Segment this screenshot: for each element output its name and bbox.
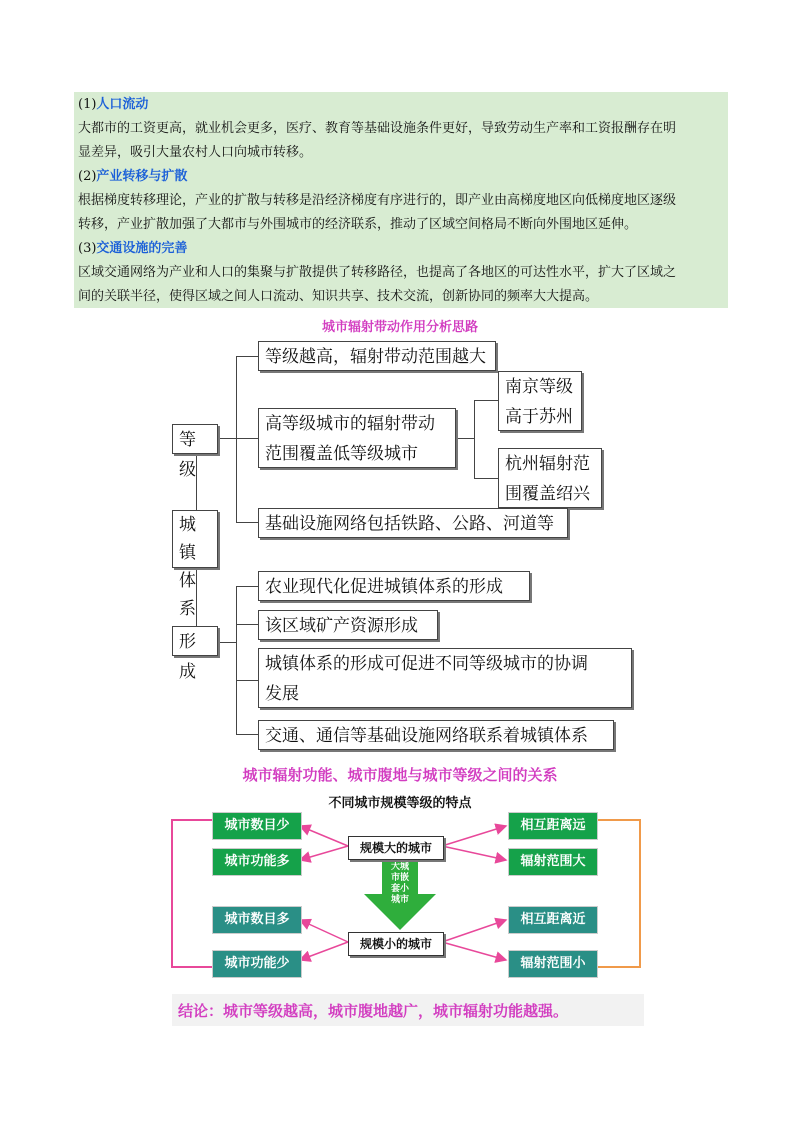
arrow-small-left-bottom — [300, 942, 348, 960]
formation-point-1: 农业现代化促进城镇体系的形成 — [258, 571, 530, 601]
example-nanjing-line1: 南京等级 — [505, 377, 573, 397]
arrow-big-left-top — [300, 826, 348, 846]
item1-title: 人口流动 — [96, 97, 149, 112]
near-distance-label: 相互距离近 — [508, 906, 598, 934]
item3-line1: 区域交通网络为产业和人口的集聚与扩散提供了转移路径，也提高了各地区的可达性水平，扩大了区域之 — [78, 265, 677, 280]
grade-box: 等级 — [172, 424, 218, 454]
item2-number: (2) — [78, 169, 97, 184]
arrow-text-3: 套小 — [390, 884, 409, 894]
diagram2-subtitle: 不同城市规模等级的特点 — [328, 796, 472, 811]
diagram2-title: 城市辐射功能、城市腹地与城市等级之间的关系 — [242, 766, 558, 784]
item2-line2: 转移，产业扩散加强了大都市与外围城市的经济联系，推动了区域空间格局不断向外围地区延伸。 — [78, 217, 638, 232]
item1-number: (1) — [78, 97, 97, 112]
arrow-small-right-top — [442, 920, 506, 942]
example-hangzhou-line2: 围覆盖绍兴 — [505, 484, 590, 504]
item3-title: 交通设施的完善 — [96, 241, 188, 256]
diagram1-title: 城市辐射带动作用分析思路 — [321, 320, 478, 335]
formation-point-3-line1: 城镇体系的形成可促进不同等级城市的协调 — [265, 654, 588, 674]
left-frame-line — [172, 820, 212, 967]
conclusion-text: 结论：城市等级越高，城市腹地越广，城市辐射功能越强。 — [178, 1002, 569, 1020]
small-city-box: 规模小的城市 — [348, 932, 444, 956]
formation-point-4: 交通、通信等基础设施网络联系着城镇体系 — [258, 720, 614, 750]
urban-system-line1: 城镇 — [179, 515, 196, 563]
arrow-text-4: 城市 — [390, 895, 409, 905]
many-functions-label: 城市功能多 — [212, 848, 302, 876]
formation-point-2: 该区域矿产资源形成 — [258, 610, 438, 640]
arrow-text-2: 市嵌 — [390, 873, 409, 883]
few-cities-label: 城市数目少 — [212, 812, 302, 840]
arrow-small-left-top — [300, 920, 348, 942]
example-nanjing-line2: 高于苏州 — [505, 407, 573, 427]
far-distance-label: 相互距离远 — [508, 812, 598, 840]
big-city-box: 规模大的城市 — [348, 836, 444, 860]
large-radiation-label: 辐射范围大 — [508, 848, 598, 876]
item2-line1: 根据梯度转移理论，产业的扩散与转移是沿经济梯度有序进行的，即产业由高梯度地区向低梯度地区逐级 — [78, 193, 677, 208]
arrow-small-right-bottom — [442, 942, 506, 960]
grade-point-1: 等级越高，辐射带动范围越大 — [258, 341, 496, 371]
grade-point-3: 基础设施网络包括铁路、公路、河道等 — [258, 508, 568, 538]
arrow-big-right-top — [442, 826, 506, 846]
formation-box: 形成 — [172, 626, 218, 656]
right-frame-line — [596, 820, 640, 967]
item1-line1: 大都市的工资更高，就业机会更多，医疗、教育等基础设施条件更好，导致劳动生产率和工资报酬存在明 — [78, 121, 677, 136]
item3-number: (3) — [78, 241, 97, 256]
nesting-arrow-label — [386, 862, 414, 906]
many-cities-label: 城市数目多 — [212, 906, 302, 934]
arrow-big-right-bottom — [442, 846, 506, 860]
example-hangzhou-line1: 杭州辐射范 — [505, 454, 590, 474]
item1-line2: 显差异，吸引大量农村人口向城市转移。 — [78, 145, 313, 160]
formation-point-3-line2: 发展 — [265, 684, 299, 704]
grade-point-2-line1: 高等级城市的辐射带动 — [265, 414, 435, 434]
arrow-text-1: 大城 — [390, 862, 409, 872]
item2-title: 产业转移与扩散 — [96, 169, 188, 184]
small-radiation-label: 辐射范围小 — [508, 950, 598, 978]
grade-point-2-line2: 范围覆盖低等级城市 — [265, 444, 418, 464]
arrow-big-left-bottom — [300, 846, 348, 860]
few-functions-label: 城市功能少 — [212, 950, 302, 978]
item3-line2: 间的关联半径，使得区域之间人口流动、知识共享、技术交流，创新协同的频率大大提高。 — [78, 289, 599, 304]
urban-system-line2: 体系 — [179, 571, 196, 619]
